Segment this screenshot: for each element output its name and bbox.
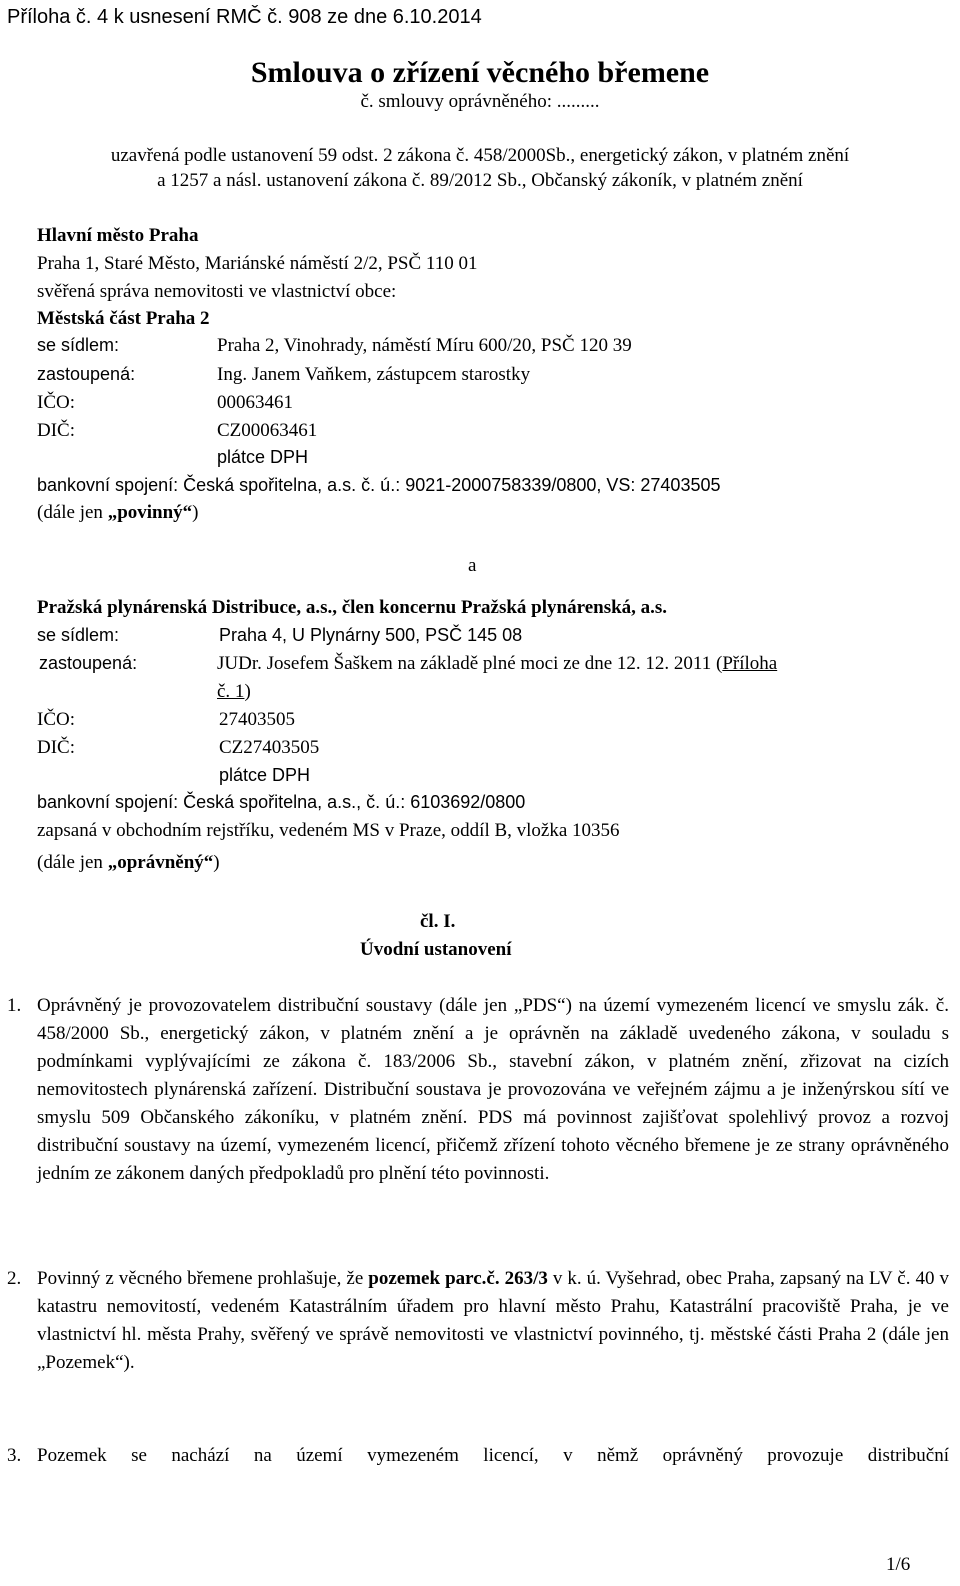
attachment-note: Příloha č. 4 k usnesení RMČ č. 908 ze dne 6.10.2014 (7, 6, 482, 28)
party1-district: Městská část Praha 2 (37, 308, 210, 329)
page-number: 1/6 (886, 1554, 911, 1575)
party2-rep-link[interactable]: Příloha (722, 653, 778, 674)
legal-basis-line1: uzavřená podle ustanovení 59 odst. 2 zákona č. 458/2000Sb., energetický zákon, v platném znění (110, 145, 850, 166)
party1-seat-value: Praha 2, Vinohrady, náměstí Míru 600/20, PSČ 120 39 (217, 335, 632, 356)
party2-dic-label: DIČ: (37, 737, 75, 758)
party1-rep-label: zastoupená: (37, 364, 136, 384)
party2-alias: „oprávněný“ (107, 852, 214, 873)
party2-ico-value: 27403505 (219, 709, 295, 730)
party1-alias-suffix: ) (192, 502, 199, 523)
party1-admin-note: svěřená správa nemovitosti ve vlastnictví obce: (37, 281, 397, 302)
conjunction-and: a (468, 555, 477, 576)
item2-text-b: v k. ú. Vyšehrad, obec Praha, zapsaný na LV č. 40 v katastru nemovitostí, vedeném Katastrálním úřadem pro hlavní město Prahu, Katastrální pracoviště Praha, je ve vlastnictví hl. města Prahy, svěřený ve správě nemovitosti ve vlastnictví povinného, tj. městské části Praha 2 (dále jen „Pozemek“). (37, 1268, 949, 1373)
item1-number: 1. (7, 995, 22, 1016)
item2-text-a: Povinný z věcného břemene prohlašuje, že (37, 1268, 369, 1289)
item1-text: Oprávněný je provozovatelem distribuční soustavy (dále jen „PDS“) na území vymezeném licencí ve smyslu zák. č. 458/2000 Sb., energetický zákon, v platném znění a je oprávněn na základě uvedeného zákona, v souladu s podmínkami vyplývajícími ze zákona č. 183/2006 Sb., stavební zákon, v platném znění, zřizovat na cizích nemovitostech plynárenská zařízení. Distribuční soustava je provozována ve veřejném zájmu a je inženýrskou sítí ve smyslu 509 Občanského zákoníku, v platném znění. PDS má povinnost zajišťovat spolehlivý provoz a rozvoj distribuční soustavy na území, vymezeném licencí, přičemž zřízení tohoto věcného břemene je ze strany oprávněného jedním ze zákonem daných předpokladů pro plnění této povinnosti. (37, 995, 949, 1184)
article-number: čl. I. (420, 911, 456, 932)
party2-rep-text: JUDr. Josefem Šaškem na základě plné moci ze dne 12. 12. 2011 ( (217, 653, 723, 674)
party2-alias-prefix: (dále jen (37, 852, 108, 873)
item3-number: 3. (7, 1445, 22, 1466)
party2-vat: plátce DPH (219, 765, 311, 785)
party2-rep-link-cont[interactable]: č. 1 (217, 681, 245, 702)
party2-ico-label: IČO: (37, 709, 75, 730)
party2-alias-line (37, 853, 220, 874)
party2-seat-label: se sídlem: (37, 625, 120, 645)
party2-rep-close: ) (244, 681, 251, 702)
item2-parcel: pozemek parc.č. 263/3 (368, 1268, 548, 1289)
party2-bank: bankovní spojení: Česká spořitelna, a.s., č. ú.: 6103692/0800 (37, 792, 526, 812)
item3-text: Pozemek se nachází na území vymezeném licencí, v němž oprávněný provozuje distribuční (37, 1445, 949, 1466)
party2-registry: zapsaná v obchodním rejstříku, vedeném MS v Praze, oddíl B, vložka 10356 (37, 820, 620, 841)
party1-address: Praha 1, Staré Město, Mariánské náměstí 2/2, PSČ 110 01 (37, 253, 478, 274)
party1-name: Hlavní město Praha (37, 225, 199, 246)
party2-rep-link-line2 (217, 682, 251, 703)
party1-ico-value: 00063461 (217, 392, 293, 413)
legal-basis-line2: a 1257 a násl. ustanovení zákona č. 89/2012 Sb., Občanský zákoník, v platném znění (157, 170, 803, 191)
party1-dic-value: CZ00063461 (217, 420, 318, 441)
item2-text (37, 1265, 949, 1377)
contract-number: č. smlouvy oprávněného: ......... (360, 91, 600, 112)
item2-number: 2. (7, 1268, 22, 1289)
party1-alias-line (37, 503, 199, 524)
party1-alias-prefix: (dále jen (37, 502, 108, 523)
party2-dic-value: CZ27403505 (219, 737, 320, 758)
party2-rep-value (217, 654, 777, 675)
party2-alias-suffix: ) (213, 852, 220, 873)
party1-bank: bankovní spojení: Česká spořitelna, a.s. č. ú.: 9021-2000758339/0800, VS: 27403505 (37, 475, 721, 495)
party2-seat-value: Praha 4, U Plynárny 500, PSČ 145 08 (219, 625, 523, 645)
document-title: Smlouva o zřízení věcného břemene (250, 56, 710, 89)
party1-seat-label: se sídlem: (37, 335, 120, 355)
party1-dic-label: DIČ: (37, 420, 75, 441)
party2-rep-label: zastoupená: (39, 653, 138, 673)
party1-alias: „povinný“ (107, 502, 193, 523)
party2-name: Pražská plynárenská Distribuce, a.s., člen koncernu Pražská plynárenská, a.s. (37, 597, 668, 618)
party1-rep-value: Ing. Janem Vaňkem, zástupcem starostky (217, 364, 531, 385)
party1-ico-label: IČO: (37, 392, 75, 413)
party1-vat: plátce DPH (217, 447, 309, 467)
article-title: Úvodní ustanovení (360, 939, 512, 960)
